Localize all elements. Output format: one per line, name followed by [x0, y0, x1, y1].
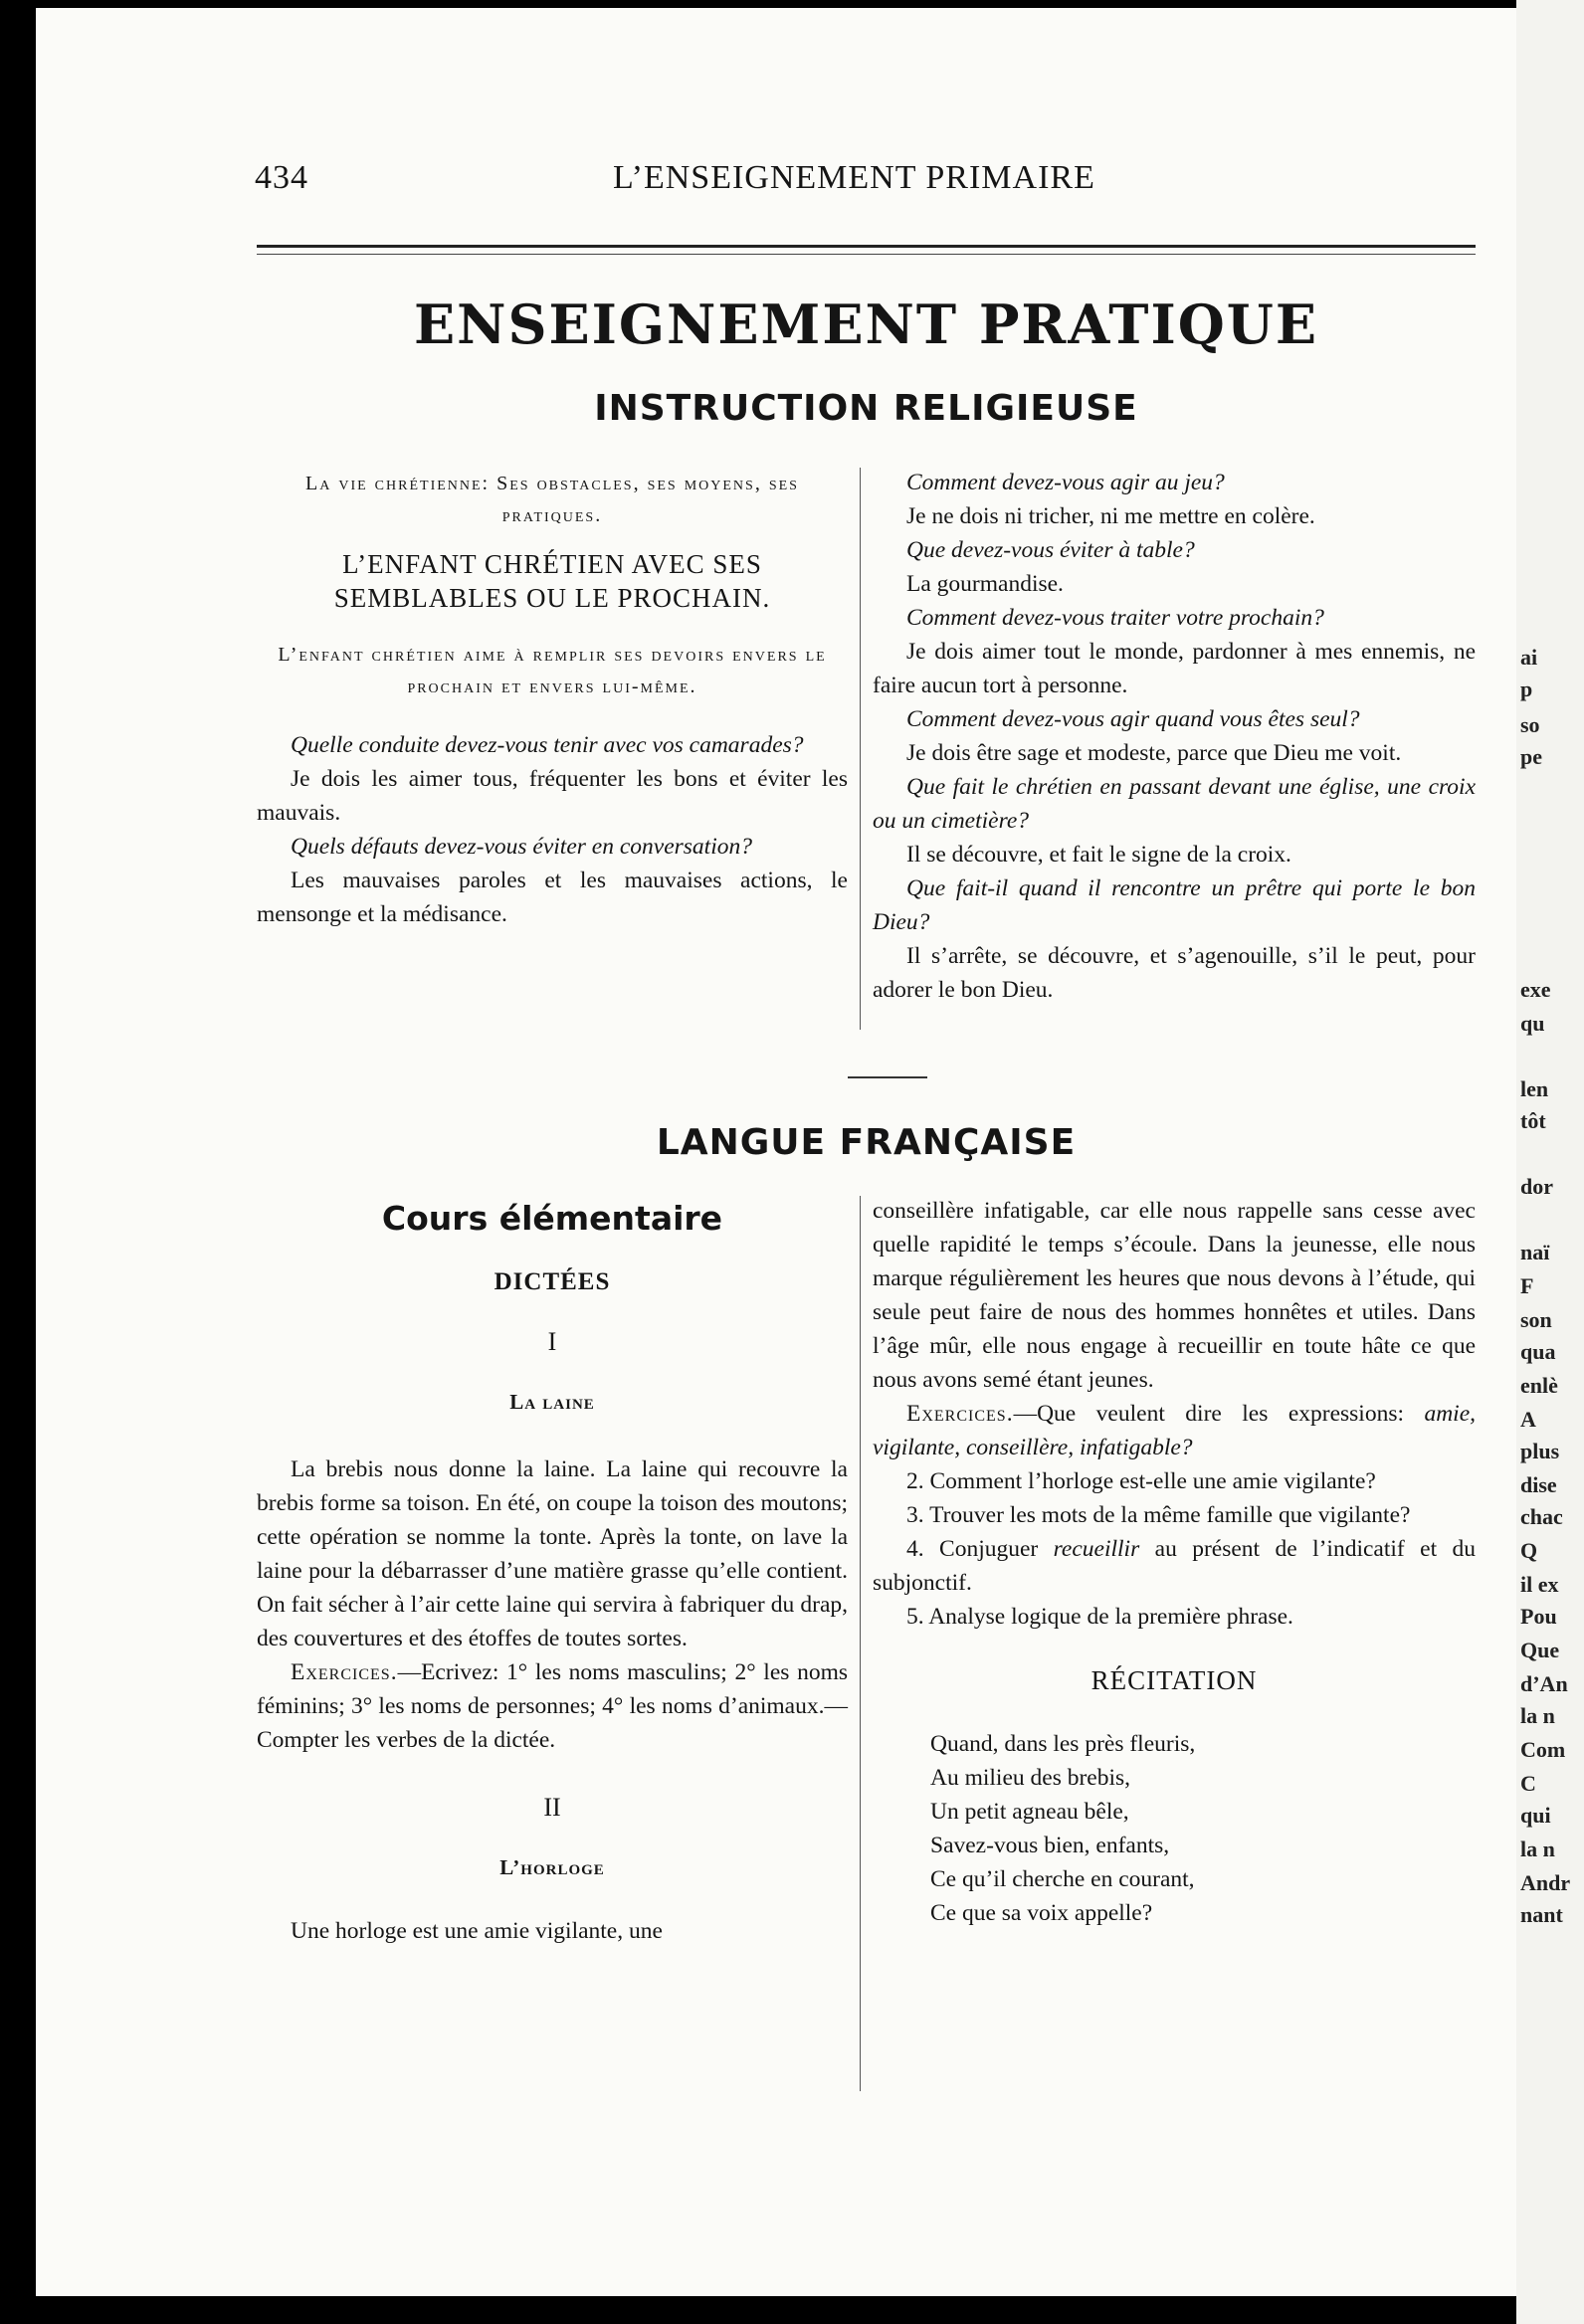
edge-fragment: plus: [1520, 1439, 1560, 1463]
poem-line: Ce que sa voix appelle?: [930, 1900, 1153, 1926]
dictee-title-2: L’horloge: [499, 1855, 605, 1879]
exercise-item: 3. Trouver les mots de la même famille que vigilante?: [906, 1502, 1411, 1528]
dictee-number-2: II: [543, 1793, 561, 1822]
religion-heading-1: La vie chrétienne: Ses obstacles, ses moyens, ses pratiques.: [305, 473, 799, 526]
question: Comment devez-vous agir au jeu?: [906, 470, 1225, 495]
langue-left-column: [257, 1196, 848, 1948]
exercise-item: [873, 1532, 1476, 1600]
religion-left-column: [257, 468, 848, 931]
poem-line: Savez-vous bien, enfants,: [930, 1833, 1170, 1858]
religion-heading-2: L’ENFANT CHRÉTIEN AVEC SES SEMBLABLES OU LE PROCHAIN.: [333, 549, 771, 613]
poem-line: Au milieu des brebis,: [930, 1765, 1131, 1791]
journal-title: L’ENSEIGNEMENT PRIMAIRE: [613, 159, 1095, 196]
running-head: [255, 159, 1479, 199]
poem: [930, 1727, 1476, 1930]
edge-fragment: C: [1520, 1771, 1536, 1796]
answer: Je dois les aimer tous, fréquenter les bons et éviter les mauvais.: [257, 766, 848, 826]
dictee-text-2-start: Une horloge est une amie vigilante, une: [291, 1918, 663, 1944]
exercises-words: amie, vigilante, conseillère, infatigable?: [873, 1401, 1476, 1460]
edge-fragment: exe: [1520, 977, 1551, 1002]
question: Que fait le chrétien en passant devant une église, une croix ou un cimetière?: [873, 774, 1476, 834]
dictee-text-2-cont: conseillère infatigable, car elle nous rappelle sans cesse avec quelle rapidité le temps s’écoule. Dans la jeunesse, elle nous marque régulièrement les heures que nous devons à l’étude, qui seule peut faire de nous des hommes honnêtes et utiles. Dans l’âge mûr, elle nous engage à recueillir en toute hâte ce que nous avons semé étant jeunes.: [873, 1198, 1476, 1393]
dictee-text-1: La brebis nous donne la laine. La laine qui recouvre la brebis forme sa toison. En été, on coupe la toison des moutons; cette opération se nomme la tonte. Après la tonte, on lave la laine pour la débarrasser d’une matière grasse qu’elle contient. On fait sécher à l’air cette laine qui servira à fabriquer du drap, des couvertures et des étoffes de toutes sortes.: [257, 1456, 848, 1651]
exercises-1: [257, 1655, 848, 1757]
religion-right-column: [873, 466, 1476, 1007]
edge-fragment: Com: [1520, 1737, 1566, 1762]
edge-fragment: naï: [1520, 1240, 1550, 1264]
dictees-heading: DICTÉES: [494, 1268, 611, 1295]
question: Quelle conduite devez-vous tenir avec vos camarades?: [291, 732, 804, 758]
cours-heading: Cours élémentaire: [381, 1199, 723, 1238]
dictee-number-1: I: [547, 1327, 557, 1356]
edge-fragment: so: [1520, 712, 1540, 737]
exercises-label: Exercices.: [906, 1401, 1014, 1427]
edge-fragment: d’An: [1520, 1671, 1568, 1696]
edge-fragment: Andr: [1520, 1870, 1571, 1895]
question: Que fait-il quand il rencontre un prêtre qui porte le bon Dieu?: [873, 875, 1476, 935]
edge-fragment: A: [1520, 1407, 1536, 1432]
edge-fragment: dise: [1520, 1472, 1557, 1497]
exercise-item: 2. Comment l’horloge est-elle une amie vigilante?: [906, 1468, 1376, 1494]
edge-fragment: ai: [1520, 645, 1538, 670]
section-title: ENSEIGNEMENT PRATIQUE: [413, 292, 1318, 356]
page-number: 434: [255, 159, 308, 196]
facing-page-edge: [1516, 0, 1584, 2324]
edge-fragment: Q: [1520, 1538, 1538, 1563]
question: Que devez-vous éviter à table?: [906, 537, 1195, 563]
edge-fragment: F: [1520, 1273, 1534, 1298]
answer: Je ne dois ni tricher, ni me mettre en colère.: [906, 503, 1315, 529]
poem-line: Ce qu’il cherche en courant,: [930, 1866, 1195, 1892]
exercise-item-verb: recueillir: [1053, 1536, 1140, 1562]
exercises-text: —Ecrivez: 1° les noms masculins; 2° les noms féminins; 3° les noms de personnes; 4° les noms d’animaux.—Compter les verbes de la dictée.: [257, 1659, 848, 1753]
exercises-label: Exercices.: [291, 1659, 398, 1685]
answer: Il s’arrête, se découvre, et s’agenouille, s’il le peut, pour adorer le bon Dieu.: [873, 943, 1476, 1003]
exercises-2: [873, 1397, 1476, 1464]
exercise-item: 5. Analyse logique de la première phrase.: [906, 1604, 1293, 1630]
edge-fragment: chac: [1520, 1504, 1563, 1529]
answer: Je dois être sage et modeste, parce que Dieu me voit.: [906, 740, 1402, 766]
exercise-item-suffix: au présent de l’indicatif et du subjonctif.: [873, 1536, 1476, 1596]
dictee-title-1: La laine: [509, 1390, 595, 1414]
religion-title: INSTRUCTION RELIGIEUSE: [594, 388, 1138, 429]
edge-fragment: Que: [1520, 1638, 1560, 1662]
poem-line: Quand, dans les près fleuris,: [930, 1731, 1196, 1757]
edge-fragment: son: [1520, 1307, 1552, 1332]
langue-title: LANGUE FRANÇAISE: [656, 1122, 1077, 1163]
edge-fragment: qu: [1520, 1011, 1545, 1036]
column-divider: [860, 468, 861, 1030]
answer: Il se découvre, et fait le signe de la croix.: [906, 842, 1291, 868]
edge-fragment: Pou: [1520, 1604, 1557, 1629]
edge-fragment: la n: [1520, 1703, 1555, 1728]
edge-fragment: tôt: [1520, 1108, 1546, 1133]
answer: La gourmandise.: [906, 571, 1064, 597]
section-separator: [848, 1076, 927, 1078]
answer: Je dois aimer tout le monde, pardonner à mes ennemis, ne faire aucun tort à personne.: [873, 639, 1476, 698]
header-rule: [257, 245, 1476, 248]
langue-right-column: [873, 1194, 1476, 1930]
column-divider: [860, 1196, 861, 2091]
question: Quels défauts devez-vous éviter en conversation?: [291, 834, 752, 860]
page: [36, 8, 1516, 2296]
edge-fragment: la n: [1520, 1837, 1555, 1861]
edge-fragment: p: [1520, 677, 1533, 701]
edge-fragment: dor: [1520, 1174, 1553, 1199]
edge-fragment: enlè: [1520, 1373, 1558, 1398]
exercise-item-prefix: 4. Conjuguer: [906, 1536, 1054, 1562]
question: Comment devez-vous traiter votre prochain?: [906, 605, 1324, 631]
edge-fragment: qua: [1520, 1339, 1556, 1364]
edge-fragment: nant: [1520, 1902, 1563, 1927]
exercises-intro: —Que veulent dire les expressions:: [1013, 1401, 1425, 1427]
question: Comment devez-vous agir quand vous êtes seul?: [906, 706, 1360, 732]
poem-line: Un petit agneau bêle,: [930, 1799, 1129, 1825]
answer: Les mauvaises paroles et les mauvaises actions, le mensonge et la médisance.: [257, 868, 848, 927]
recitation-heading: RÉCITATION: [1090, 1665, 1258, 1695]
edge-fragment: qui: [1520, 1803, 1551, 1828]
edge-fragment: il ex: [1520, 1572, 1559, 1597]
edge-fragment: len: [1520, 1076, 1549, 1101]
header-rule-thin: [257, 254, 1476, 255]
edge-fragment: pe: [1520, 744, 1542, 769]
religion-heading-3: L’enfant chrétien aime à remplir ses devoirs envers le prochain et envers lui-même.: [278, 644, 827, 697]
